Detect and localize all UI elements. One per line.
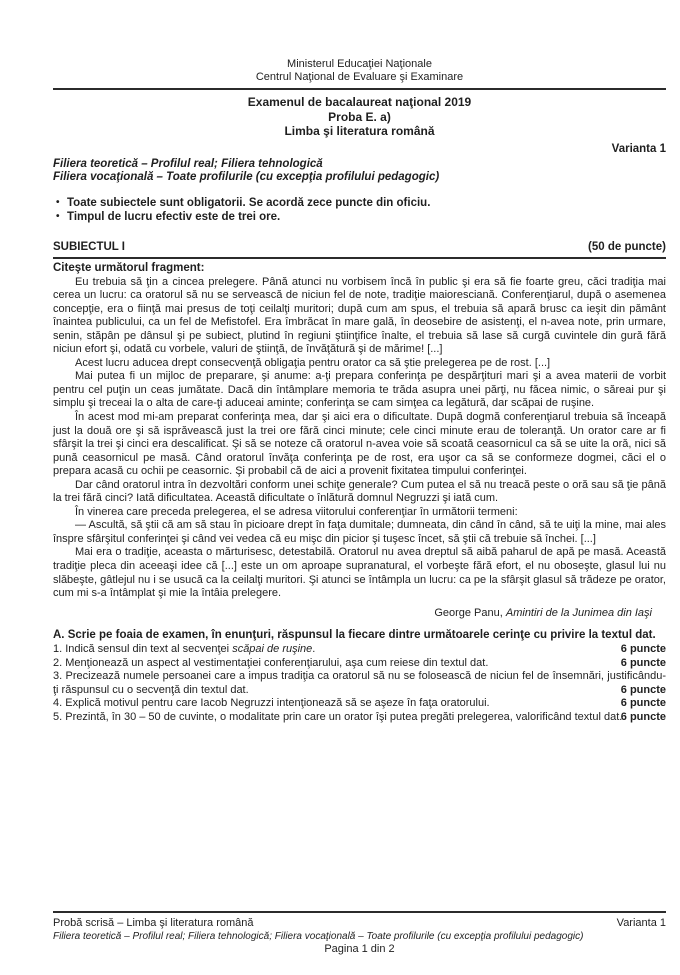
fragment-paragraph: Mai era o tradiţie, aceasta o mărturisesc, detestabilă. Oratorul nu avea dreptul să aibă paharul de apă pe masă. Această tradiţie pleca din aceeaşi idee că [...] este un om aproape supranatural, el vorbeşte fără efort, el nu oboseşte, glasul lui nu slăbeşte, gâtlejul nu i se usucă ca la ceilalţi muritori. Şi atunci se întâmpla un lucru: ca pe la sfârşit glasul să trădeze pe orator, cum mi s-a întâmplat şi mie la întâia prelegere. (53, 546, 666, 600)
filiera-block (53, 158, 666, 185)
question-text: Prezintă, în 30 – 50 de cuvinte, o modalitate prin care un orator îşi putea pregăti prelegerea, valorificând textul dat. (65, 710, 623, 723)
exam-title: Examenul de bacalaureat naţional 2019 (247, 95, 472, 109)
ministry-name: Ministerul Educaţiei Naţionale (287, 58, 432, 70)
exam-subject: Limba şi literatura română (284, 124, 435, 138)
footer-exam-label: Probă scrisă – Limba şi literatura română (53, 917, 254, 929)
fragment-paragraph: În vinerea care preceda prelegerea, el se adresa viitorului conferenţiar în următorii termeni: (75, 505, 518, 518)
question-item-4 (53, 697, 666, 711)
question-number: 2. (53, 656, 63, 669)
question-text: Menţionează un aspect al vestimentaţiei conferenţiarului, aşa cum reiese din textul dat. (65, 656, 489, 669)
question-text: Precizează numele persoanei care a impus tradiţia ca oratorul să nu se folosească de niciun fel de însemnări, justificându-ţi răspunsul cu o secvenţă din textul dat. (53, 670, 667, 696)
fragment-paragraph: Acest lucru aducea drept consecvenţă obligaţia pentru orator ca să ştie prelegerea pe de rost. [...] (75, 356, 551, 369)
question-number: 4. (53, 697, 63, 710)
question-number: 3. (53, 670, 63, 683)
question-text-italic: scăpai de ruşine (232, 643, 313, 656)
author-name: George Panu, (434, 606, 506, 619)
instruction-item: • Toate subiectele sunt obligatorii. Se acordă zece puncte din oficiu. (53, 196, 666, 211)
question-list (53, 643, 666, 724)
evaluation-center-name: Centrul Naţional de Evaluare şi Examinare (255, 71, 464, 83)
work-title: Amintiri de la Junimea din Iaşi (505, 606, 652, 619)
subject1-title: SUBIECTUL I (53, 240, 125, 253)
question-text-end: . (312, 643, 316, 656)
instructions-list (53, 196, 666, 225)
question-number: 5. (53, 710, 63, 723)
question-points: 6 puncte (620, 697, 666, 710)
question-text: Explică motivul pentru care Iacob Negruzzi intenţionează să se aşeze în faţa oratorului. (65, 697, 490, 710)
fragment-paragraph: Dar când oratorul intra în dezvoltări conform unei schiţe generale? Cum putea el să nu treacă peste o oră sau să ţie până la trei fără cinci? Iată dificultatea. Această dificultate o înlătură domnul Negruzzi şi iată cum. (53, 478, 666, 505)
fragment-paragraph: — Ascultă, să ştii că am să stau în picioare drept în faţa dumitale; dumneata, din când în când, să te uiţi la mine, mai ales înspre sfârşitul conferinţei şi când vei vedea că eu mişc din picior şi tuşesc încet, să ştii că trebuie să închei. [...] (53, 519, 666, 545)
filiera-line-2: Filiera vocaţională – Toate profilurile (cu excepţia profilului pedagogic) (53, 171, 440, 183)
question-points: 6 puncte (620, 683, 666, 696)
text-fragment (53, 276, 666, 601)
variant-label: Varianta 1 (611, 142, 666, 155)
header-divider (53, 88, 666, 90)
question-item-1 (53, 643, 666, 657)
exam-title-block (53, 95, 666, 139)
footer-divider (53, 911, 666, 913)
question-item-3 (53, 670, 666, 697)
fragment-paragraph: Mai putea fi un mijloc de preparare, şi anume: a-ţi prepara conferinţa pe despărţituri mari şi a avea materii de vorbit pentru cel puţin un ceas jumătate. Dacă din întâmplare memoria te trăda asupra unei părţi, nu făcea nimic, o săreai pur şi simplu şi treceai la o alta de care-ţi aduceai aminte; conferinţa se cam simţea ca legătură, dar scăpai de ruşine. (53, 370, 666, 410)
question-item-5 (53, 711, 666, 725)
fragment-intro: Citeşte următorul fragment: (53, 261, 205, 274)
source-attribution (53, 607, 666, 619)
footer-row (53, 917, 666, 930)
question-points: 6 puncte (620, 643, 666, 656)
org-header (53, 58, 666, 84)
subject1-header (53, 241, 666, 259)
page-number: Pagina 1 din 2 (324, 943, 395, 955)
instruction-item: • Timpul de lucru efectiv este de trei ore. (53, 210, 666, 225)
question-number: 1. (53, 643, 63, 656)
fragment-paragraph: În acest mod mi-am preparat conferinţa mea, dar şi aici era o dificultate. După dogmă conferenţiarul trebuia să înceapă just la două ore şi să isprăvească just la trei ore fără cinci minute; cele cinci minute erau de toleranţă. Un orator care ar fi sfârşit la trei şi cinci era descalificat. Şi să se noteze că oratorul n-avea voie să scoată ceasornicul ca să se uite la oră, nici să pună ceasornicul pe masă. Când oratorul învăţa conferinţa pe de rost, era uşor ca să se conformeze dogmei, căci el o prepara acasă cu ochii pe ceasornic. Şi probabil că de aici a provenit fixitatea timpului conferinţei. (53, 410, 666, 478)
section-a-heading: A. Scrie pe foaia de examen, în enunţuri, răspunsul la fiecare dintre următoarele cerinţe cu privire la textul dat. (53, 628, 656, 641)
footer-variant-label: Varianta 1 (616, 917, 666, 929)
question-item-2 (53, 657, 666, 671)
filiera-line-1: Filiera teoretică – Profilul real; Filiera tehnologică (53, 157, 323, 170)
question-text: Indică sensul din text al secvenţei (65, 643, 233, 656)
question-points: 6 puncte (620, 710, 666, 723)
page-footer (53, 911, 666, 956)
exam-proba: Proba E. a) (328, 109, 391, 124)
question-points: 6 puncte (620, 656, 666, 669)
fragment-paragraph: Eu trebuia să ţin a cincea prelegere. Până atunci nu vorbisem încă în public şi era să fie foarte greu, căci tradiţia mai cerea un lucru: ca oratorul să nu se servească de niciun fel de note, tradiţie maioresciană. Conferenţiarul, după o asemenea concepţie, era o fiinţă mai presus de toţi ceilalţi muritori; după cum am spus, el trebuia să apară brusc ca ieşit din pământ înaintea publicului, ca un fel de Mefistofel. Era îmbrăcat în mare gală, în deosebire de asistenţi, el n-avea note, prin urmare, senin, stăpân pe dânsul şi pe subiect, plutind în regiuni ştiinţifice înalte, el trebuia să lase să curgă cuvintele din gură fără niciun efort şi, odată cu vorbele, valuri de ştiinţă, de învăţătură şi de mărime! [...] (53, 275, 666, 356)
footer-filiera: Filiera teoretică – Profilul real; Filiera tehnologică; Filiera vocaţională – Toate profilurile (cu excepţia profilului pedagogic) (53, 931, 584, 942)
subject1-points: (50 de puncte) (588, 240, 666, 253)
